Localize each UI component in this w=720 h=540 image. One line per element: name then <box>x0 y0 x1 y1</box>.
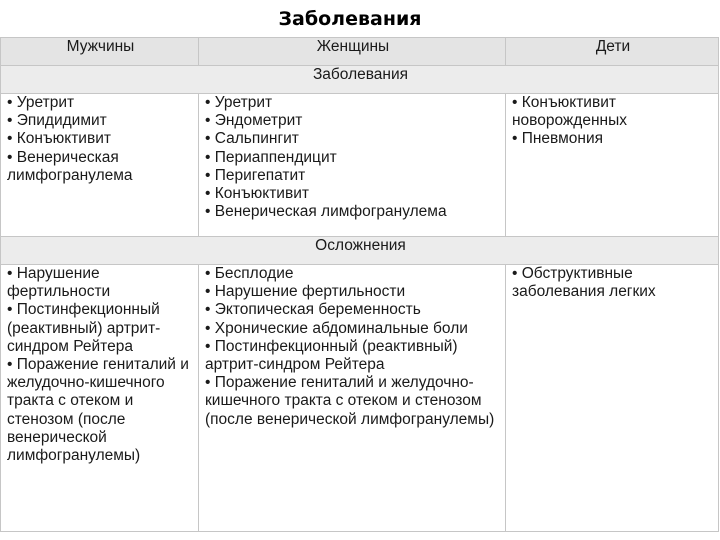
item-list <box>205 265 501 429</box>
cell-women-complications <box>199 265 506 532</box>
item-list <box>205 94 501 221</box>
table-row-complications <box>1 265 719 532</box>
list-item: • Бесплодие <box>205 265 294 282</box>
list-item: • Уретрит <box>205 94 273 111</box>
list-item: • Эпидидимит <box>7 112 107 130</box>
diseases-table <box>0 37 719 532</box>
section-label-diseases: Заболевания <box>1 66 719 94</box>
list-item: • Пневмония <box>512 130 604 148</box>
list-item: • Сальпингит <box>205 130 299 148</box>
header-row <box>1 38 719 66</box>
item-list <box>7 94 194 185</box>
column-header-children: Дети <box>506 38 719 66</box>
section-row-diseases <box>1 66 719 94</box>
column-header-women: Женщины <box>199 38 506 66</box>
page-title: Заболевания <box>278 8 422 30</box>
section-label-complications: Осложнения <box>1 237 719 265</box>
list-item: • Поражение гениталий и желудочно-кишечного тракта с отеком и стенозом (после венерической лимфогранулемы) <box>7 356 189 465</box>
cell-children-diseases <box>506 94 719 237</box>
list-item: • Конъюктивит <box>205 185 309 203</box>
list-item: • Эктопическая беременность <box>205 301 421 319</box>
cell-men-complications <box>1 265 199 532</box>
section-row-complications <box>1 237 719 265</box>
list-item: • Уретрит <box>7 94 75 111</box>
list-item: • Постинфекционный (реактивный) артрит-синдром Рейтера <box>7 301 161 355</box>
item-list <box>7 265 194 465</box>
item-list <box>512 265 714 301</box>
list-item: • Венерическая лимфогранулема <box>7 148 133 184</box>
cell-children-complications <box>506 265 719 532</box>
column-header-men: Мужчины <box>1 38 199 66</box>
table-row-diseases <box>1 94 719 237</box>
list-item: • Конъюктивит <box>7 130 111 148</box>
list-item: • Хронические абдоминальные боли <box>205 319 468 337</box>
item-list <box>512 94 714 149</box>
list-item: • Нарушение фертильности <box>7 265 111 301</box>
list-item: • Поражение гениталий и желудочно-кишечного тракта с отеком и стенозом (после венерической лимфогранулемы) <box>205 374 495 428</box>
list-item: • Венерическая лимфогранулема <box>205 203 447 221</box>
list-item: • Эндометрит <box>205 112 303 130</box>
list-item: • Нарушение фертильности <box>205 283 406 301</box>
cell-men-diseases <box>1 94 199 237</box>
list-item: • Периаппендицит <box>205 148 337 166</box>
list-item: • Постинфекционный (реактивный) артрит-синдром Рейтера <box>205 337 458 374</box>
list-item: • Обструктивные заболевания легких <box>512 265 656 301</box>
cell-women-diseases <box>199 94 506 237</box>
list-item: • Перигепатит <box>205 166 306 184</box>
list-item: • Конъюктивит новорожденных <box>512 94 627 130</box>
